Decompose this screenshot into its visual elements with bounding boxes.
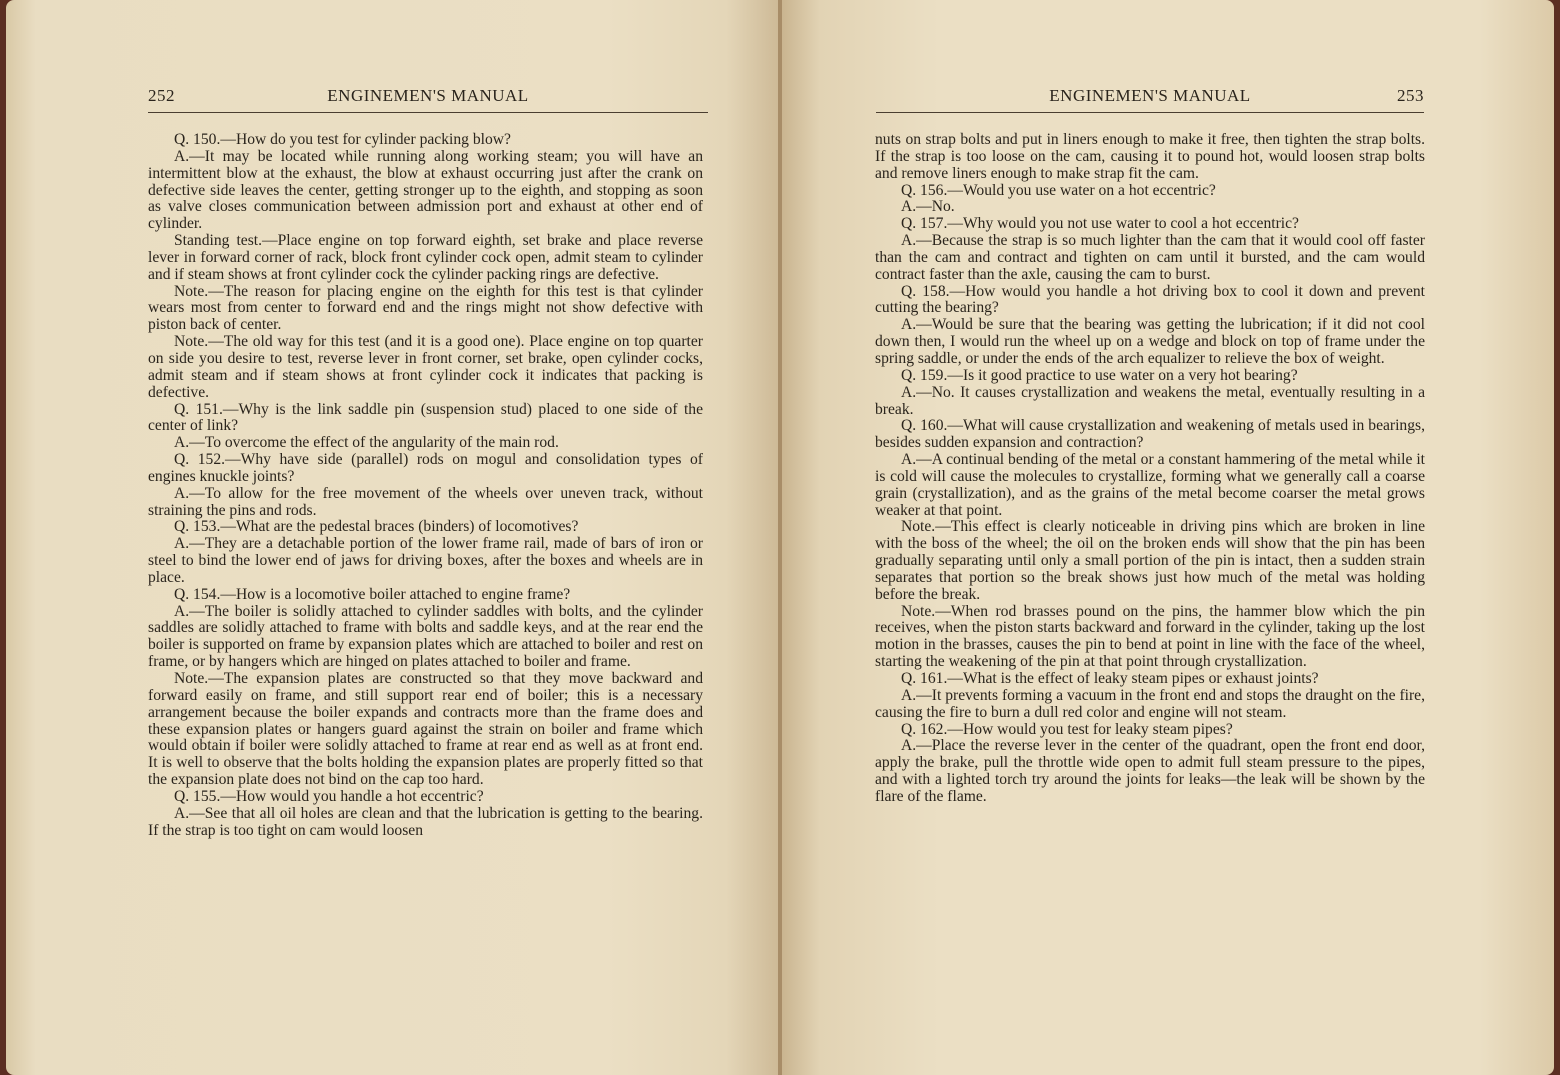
paragraph: A.—No. xyxy=(901,198,955,216)
paragraph: A.—The boiler is solidly attached to cylinder saddles with bolts, and the cylinder saddles are solidly attached to frame with bolts and saddle keys, and at the rear end the boiler is supported on frame by expansion plates which are attached to boiler and rest on frame, or by hangers which are hinged on plates attached to boiler and frame. xyxy=(148,602,703,671)
paragraph: A.—See that all oil holes are clean and that the lubrication is getting to the bearing. If the strap is too tight on cam would loosen xyxy=(148,804,703,839)
paragraph: Q. 161.—What is the effect of leaky steam pipes or exhaust joints? xyxy=(901,670,1319,687)
right-page-body xyxy=(875,132,1425,806)
paragraph: A.—Because the strap is so much lighter than the cam that it would cool off faster than the cam and contract and tighten on cam until it bursted, and the cam would contract faster than the axle, causing the cam to burst. xyxy=(875,232,1425,283)
paragraph: Q. 154.—How is a locomotive boiler attached to engine frame? xyxy=(174,585,571,603)
paragraph: Note.—When rod brasses pound on the pins, the hammer blow which the pin receives, when the piston starts backward and forward in the cylinder, taking up the lost motion in the brasses, causes the pin to bend at point in line with the face of the wheel, starting the weakening of the pin at that point through crystallization. xyxy=(875,602,1425,671)
paragraph: A.—They are a detachable portion of the lower frame rail, made of bars of iron or steel to bind the lower end of jaws for driving boxes, after the boxes and wheels are in place. xyxy=(148,535,703,586)
paragraph: A.—To allow for the free movement of the wheels over uneven track, without straining the pins and rods. xyxy=(148,484,703,519)
right-page-header xyxy=(876,86,1424,110)
paragraph: A.—It prevents forming a vacuum in the front end and stops the draught on the fire, causing the fire to burn a dull red color and engine will not steam. xyxy=(875,686,1425,721)
paragraph: A.—No. It causes crystallization and weakens the metal, eventually resulting in a break. xyxy=(875,383,1425,418)
paragraph: A.—Would be sure that the bearing was getting the lubrication; if it did not cool down then, I would run the wheel up on a wedge and block on top of frame under the spring saddle, or under the ends of the arch equalizer to relieve the box of weight. xyxy=(875,316,1425,367)
paragraph: Q. 156.—Would you use water on a hot eccentric? xyxy=(901,181,1216,199)
paragraph: Q. 150.—How do you test for cylinder packing blow? xyxy=(174,131,511,148)
right-running-head: ENGINEMEN'S MANUAL xyxy=(1049,86,1251,105)
paragraph: A.—It may be located while running along working steam; you will have an intermittent blow at the exhaust, the blow at exhaust occurring just after the crank on defective side leaves the center, getting stronger up to the eighth, and stopping as soon as valve closes communication between admission port and exhaust at other end of cylinder. xyxy=(148,147,703,233)
paragraph: Note.—The expansion plates are constructed so that they move backward and forward easily on frame, and still support rear end of boiler; this is a necessary arrangement because the boiler expands and contracts more than the frame does and these expansion plates or hangers guard against the strain on boiler and frame which would obtain if boiler were solidly attached to frame at rear end as well as at front end. It is well to observe that the bolts holding the expansion plates are properly fitted so that the expansion plate does not bind on the cap too hard. xyxy=(148,670,703,789)
paragraph: Q. 157.—Why would you not use water to cool a hot eccentric? xyxy=(901,215,1299,233)
paragraph: A.—Place the reverse lever in the center of the quadrant, open the front end door, apply the brake, pull the throttle wide open to admit full steam pressure to the pipes, and with a lighted torch try around the joints for leaks—the leak will be shown by the flare of the flame. xyxy=(875,737,1425,805)
paragraph: Standing test.—Place engine on top forward eighth, set brake and place reverse lever in forward corner of rack, block front cylinder cock open, admit steam to cylinder and if steam shows at front cylinder cock the cylinder packing rings are defective. xyxy=(148,232,703,283)
left-page xyxy=(6,0,780,1075)
right-page-number: 253 xyxy=(1397,86,1424,105)
paragraph: Q. 151.—Why is the link saddle pin (suspension stud) placed to one side of the center of link? xyxy=(148,400,703,435)
paragraph: Note.—The reason for placing engine on the eighth for this test is that cylinder wears most from center to forward end and the rings might not show defective with piston back of center. xyxy=(148,282,703,334)
right-header-rule xyxy=(876,112,1424,113)
paragraph: nuts on strap bolts and put in liners enough to make it free, then tighten the strap bolts. If the strap is too loose on the cam, causing it to pound hot, would loosen strap bolts and remove liners enough to make strap fit the cam. xyxy=(875,131,1425,182)
book-gutter xyxy=(778,0,782,1075)
paragraph: Q. 162.—How would you test for leaky steam pipes? xyxy=(901,720,1233,738)
left-page-body xyxy=(148,132,703,839)
paragraph: Note.—This effect is clearly noticeable in driving pins which are broken in line with the boss of the wheel; the oil on the broken ends will show that the pin has been gradually separating until only a small portion of the pin is intact, then a sudden strain separates that portion so the break shows just how much of the metal was holding before the break. xyxy=(875,518,1425,603)
paragraph: Q. 155.—How would you handle a hot eccentric? xyxy=(174,787,484,805)
paragraph: Note.—The old way for this test (and it is a good one). Place engine on top quarter on side you desire to test, reverse lever in front corner, set brake, open cylinder cocks, admit steam and if steam shows at front cylinder cock it indicates that packing is defective. xyxy=(148,333,703,401)
left-header-rule xyxy=(148,112,708,113)
left-running-head: ENGINEMEN'S MANUAL xyxy=(327,86,529,105)
right-page xyxy=(780,0,1554,1075)
paragraph: Q. 153.—What are the pedestal braces (binders) of locomotives? xyxy=(174,518,579,536)
paragraph: A.—To overcome the effect of the angularity of the main rod. xyxy=(174,434,559,452)
paragraph: Q. 152.—Why have side (parallel) rods on mogul and consolidation types of engines knuckle joints? xyxy=(148,451,703,485)
paragraph: A.—A continual bending of the metal or a constant hammering of the metal while it is cold will cause the molecules to crystallize, forming what we generally call a coarse grain (crystallization), and as the grains of the metal become coarser the metal grows weaker at that point. xyxy=(875,451,1425,519)
paragraph: Q. 159.—Is it good practice to use water on a very hot bearing? xyxy=(901,366,1298,384)
left-page-header xyxy=(148,86,708,110)
left-page-number: 252 xyxy=(148,86,175,105)
paragraph: Q. 160.—What will cause crystallization and weakening of metals used in bearings, besides sudden expansion and contraction? xyxy=(875,417,1425,452)
paragraph: Q. 158.—How would you handle a hot driving box to cool it down and prevent cutting the bearing? xyxy=(875,282,1425,317)
